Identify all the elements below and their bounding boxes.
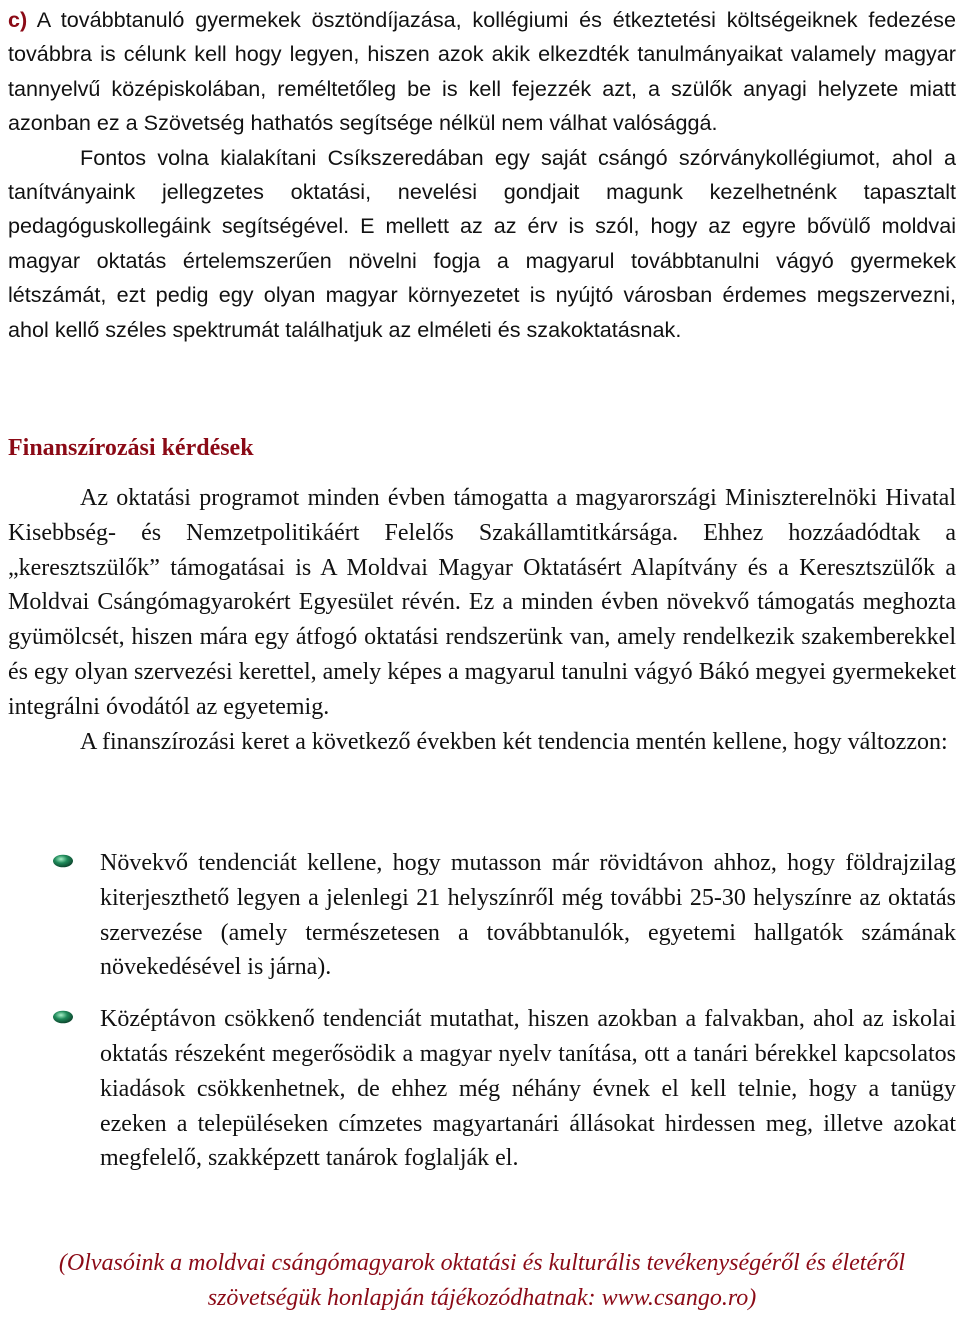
section-heading: Finanszírozási kérdések <box>8 435 254 461</box>
green-sphere-bullet-icon <box>52 1010 74 1024</box>
list-item <box>8 1002 956 1176</box>
bullet-text: Középtávon csökkenő tendenciát mutathat, hiszen azokban a falvakban, ahol az iskolai oktatás részeként megerősödik a magyar nyelv tanítása, ott a tanári bérekkel kapcsolatos kiadások csökkenhetnek, de ehhez még néhány évnek el kell telnie, hogy a tanügy ezeken a településeken címzetes magyartanári állásokat hirdessen meg, illetve azokat megfelelő, szakképzett tanárok foglalják el. <box>100 1006 956 1172</box>
funding-para-1: Az oktatási programot minden évben támogatta a magyarországi Miniszterelnöki Hivatal Kisebbség- és Nemzetpolitikáért Felelős Szakállamtitkársága. Ehhez hozzáadódtak a „keresztszülők” támogatásai is A Moldvai Magyar Oktatásért Alapítvány és a Keresztszülők a Moldvai Csángómagyarokért Egyesület révén. Ez a minden évben növekvő támogatás meghozta gyümölcsét, hiszen mára egy átfogó oktatási rendszerünk van, amely rendelkezik szakemberekkel és egy olyan szervezési kerettel, amely képes a magyarul tanulni vágyó Bákó megyei gyermekeket integrálni óvodától az egyetemig. <box>8 485 956 720</box>
section-c-paragraph <box>8 3 956 347</box>
section-c-text-1: A továbbtanuló gyermekek ösztöndíjazása, kollégiumi és étkeztetési költségeiknek fedezése továbbra is célunk kell hogy legyen, hiszen azok akik elkezdték tanulmányaikat valamely magyar tannyelvű középiskolában, reméltetőleg be is kell fejezzék azt, a szülők anyagi helyzete miatt azonban ez a Szövetség hathatós segítsége nélkül nem válhat valósággá. <box>8 7 956 136</box>
funding-paragraphs <box>8 481 956 759</box>
green-sphere-bullet-icon <box>52 854 74 868</box>
footnote: (Olvasóink a moldvai csángómagyarok oktatási és kulturális tevékenységéről és életéről szövetségük honlapján tájékozódhatnak: www.csango.ro) <box>58 1250 906 1311</box>
section-c-text-2: Fontos volna kialakítani Csíkszeredában egy saját csángó szórványkollégiumot, ahol a tanítványaink jellegzetes oktatási, nevelési gondjait magunk kezelhetnénk tapasztalt pedagóguskollegáink segítségével. E mellett az az érv is szól, hogy az egyre bővülő moldvai magyar oktatás értelemszerűen növelni fogja a magyarul továbbtanulni vágyó gyermekek létszámát, ezt pedig egy olyan magyar környezetet is nyújtó városban érdemes megszervezni, ahol kellő széles spektrumát találhatjuk az elméleti és szakoktatásnak. <box>8 144 956 342</box>
list-item <box>8 846 956 985</box>
funding-para-2: A finanszírozási keret a következő években két tendencia mentén kellene, hogy változzon: <box>80 728 948 755</box>
bullet-text: Növekvő tendenciát kellene, hogy mutasson már rövidtávon ahhoz, hogy földrajzilag kiterjeszthető legyen a jelenlegi 21 helyszínről még további 25-30 helyszínre az oktatás szervezése (amely természetesen a továbbtanulók, egyetemi hallgatók számának növekedésével is járna). <box>100 850 956 981</box>
section-c-label: c) <box>8 7 28 32</box>
bullet-list <box>8 846 956 1176</box>
